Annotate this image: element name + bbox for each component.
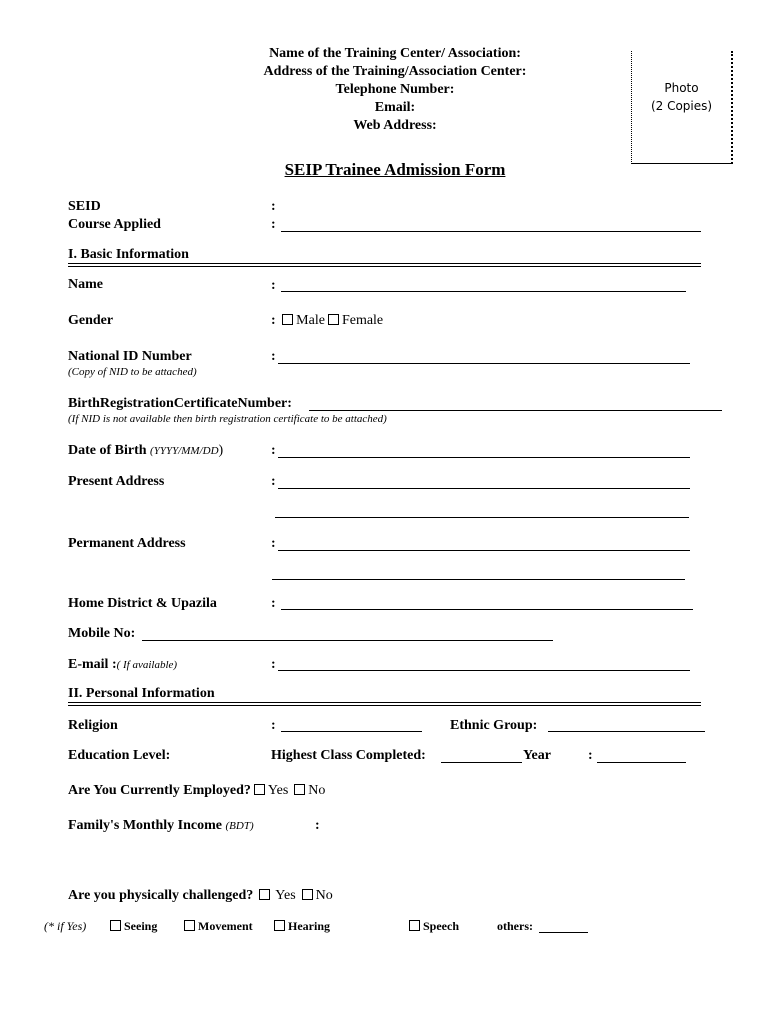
home-district-label: Home District & Upazila	[68, 596, 217, 611]
course-colon: :	[271, 217, 276, 232]
course-input-line[interactable]	[281, 231, 701, 232]
income-colon: :	[315, 818, 320, 833]
ethnic-group-input-line[interactable]	[548, 731, 705, 732]
birth-reg-note: (If NID is not available then birth registration certificate to be attached)	[68, 413, 387, 425]
employed-no-label: No	[308, 783, 326, 798]
year-label: Year	[523, 748, 551, 763]
movement-option	[181, 919, 253, 934]
challenged-row	[68, 888, 333, 904]
permanent-address-colon: :	[271, 536, 276, 551]
education-label: Education Level:	[68, 748, 171, 763]
religion-colon: :	[271, 718, 276, 733]
mobile-label: Mobile No:	[68, 626, 136, 641]
permanent-address-line-2[interactable]	[272, 579, 685, 580]
present-address-label: Present Address	[68, 474, 165, 489]
employed-row	[68, 783, 325, 799]
movement-checkbox[interactable]	[184, 920, 195, 931]
dob-format-close: )	[218, 443, 224, 458]
speech-option	[406, 919, 459, 934]
employed-label: Are You Currently Employed?	[68, 783, 251, 798]
photo-label: Photo	[664, 81, 699, 95]
seid-colon: :	[271, 199, 276, 214]
dob-label-group	[68, 443, 223, 459]
female-checkbox[interactable]	[328, 314, 339, 325]
section-personal-rule-bottom	[68, 705, 701, 706]
nid-note: (Copy of NID to be attached)	[68, 366, 197, 378]
highest-class-input-line[interactable]	[441, 762, 522, 763]
ethnic-group-label: Ethnic Group:	[450, 718, 538, 733]
challenged-no-label: No	[315, 888, 333, 903]
home-district-input-line[interactable]	[281, 609, 693, 610]
mobile-input-line[interactable]	[142, 640, 553, 641]
section-basic-rule-bottom	[68, 266, 701, 267]
header-telephone: Telephone Number:	[335, 82, 455, 97]
section-personal-info: II. Personal Information	[68, 686, 215, 701]
female-label: Female	[341, 313, 384, 328]
permanent-address-label: Permanent Address	[68, 536, 186, 551]
dob-input-line[interactable]	[278, 457, 690, 458]
speech-label: Speech	[423, 919, 459, 933]
challenged-yes-checkbox[interactable]	[259, 889, 270, 900]
seeing-option	[107, 919, 157, 934]
religion-label: Religion	[68, 718, 118, 733]
income-label: Family's Monthly Income	[68, 818, 222, 833]
header-center-name: Name of the Training Center/ Association:	[269, 46, 521, 61]
gender-label: Gender	[68, 313, 114, 328]
email-input-line[interactable]	[278, 670, 690, 671]
header-web-address: Web Address:	[353, 118, 437, 133]
email-label-group	[68, 657, 177, 673]
photo-box	[631, 51, 733, 164]
others-input-line[interactable]	[539, 932, 588, 933]
challenged-label: Are you physically challenged?	[68, 888, 254, 903]
employed-no-checkbox[interactable]	[294, 784, 305, 795]
present-address-line-1[interactable]	[278, 488, 690, 489]
form-title: SEIP Trainee Admission Form	[284, 160, 506, 179]
course-label: Course Applied	[68, 217, 161, 232]
year-colon: :	[588, 748, 593, 763]
section-personal-rule-top	[68, 702, 701, 703]
gender-colon: :	[271, 313, 276, 328]
header-email: Email:	[374, 100, 416, 115]
dob-format: (YYYY/MM/DD	[150, 445, 219, 457]
nid-colon: :	[271, 349, 276, 364]
seid-label: SEID	[68, 199, 101, 214]
speech-checkbox[interactable]	[409, 920, 420, 931]
male-label: Male	[296, 313, 325, 328]
seeing-label: Seeing	[124, 919, 158, 933]
income-unit: (BDT)	[225, 820, 254, 832]
permanent-address-line-1[interactable]	[278, 550, 690, 551]
highest-class-label: Highest Class Completed:	[271, 748, 426, 763]
gender-options	[271, 313, 383, 329]
income-label-group	[68, 818, 254, 834]
section-basic-info: I. Basic Information	[68, 247, 189, 262]
birth-reg-label: BirthRegistrationCertificateNumber:	[68, 396, 292, 411]
hearing-checkbox[interactable]	[274, 920, 285, 931]
dob-colon: :	[271, 443, 276, 458]
present-address-line-2[interactable]	[275, 517, 689, 518]
name-label: Name	[68, 277, 103, 292]
email-note: ( If available)	[116, 659, 178, 671]
birth-reg-input-line[interactable]	[309, 410, 722, 411]
movement-label: Movement	[198, 919, 253, 933]
nid-label: National ID Number	[68, 349, 192, 364]
challenged-no-checkbox[interactable]	[302, 889, 313, 900]
nid-input-line[interactable]	[278, 363, 690, 364]
name-colon: :	[271, 278, 276, 293]
email-label: E-mail :	[68, 657, 117, 672]
religion-input-line[interactable]	[281, 731, 422, 732]
male-checkbox[interactable]	[282, 314, 293, 325]
employed-yes-checkbox[interactable]	[254, 784, 265, 795]
name-input-line[interactable]	[281, 291, 686, 292]
photo-copies: (2 Copies)	[650, 99, 713, 113]
present-address-colon: :	[271, 474, 276, 489]
hearing-label: Hearing	[288, 919, 330, 933]
year-input-line[interactable]	[597, 762, 686, 763]
email-colon: :	[271, 657, 276, 672]
home-district-colon: :	[271, 596, 276, 611]
section-basic-rule-top	[68, 263, 701, 264]
others-label: others:	[497, 919, 533, 933]
employed-yes-label: Yes	[267, 783, 289, 798]
seeing-checkbox[interactable]	[110, 920, 121, 931]
if-yes-label: (* if Yes)	[44, 919, 87, 933]
challenged-yes-label: Yes	[275, 888, 296, 903]
hearing-option	[271, 919, 330, 934]
dob-label: Date of Birth	[68, 443, 147, 458]
header-center-address: Address of the Training/Association Center:	[263, 64, 527, 79]
